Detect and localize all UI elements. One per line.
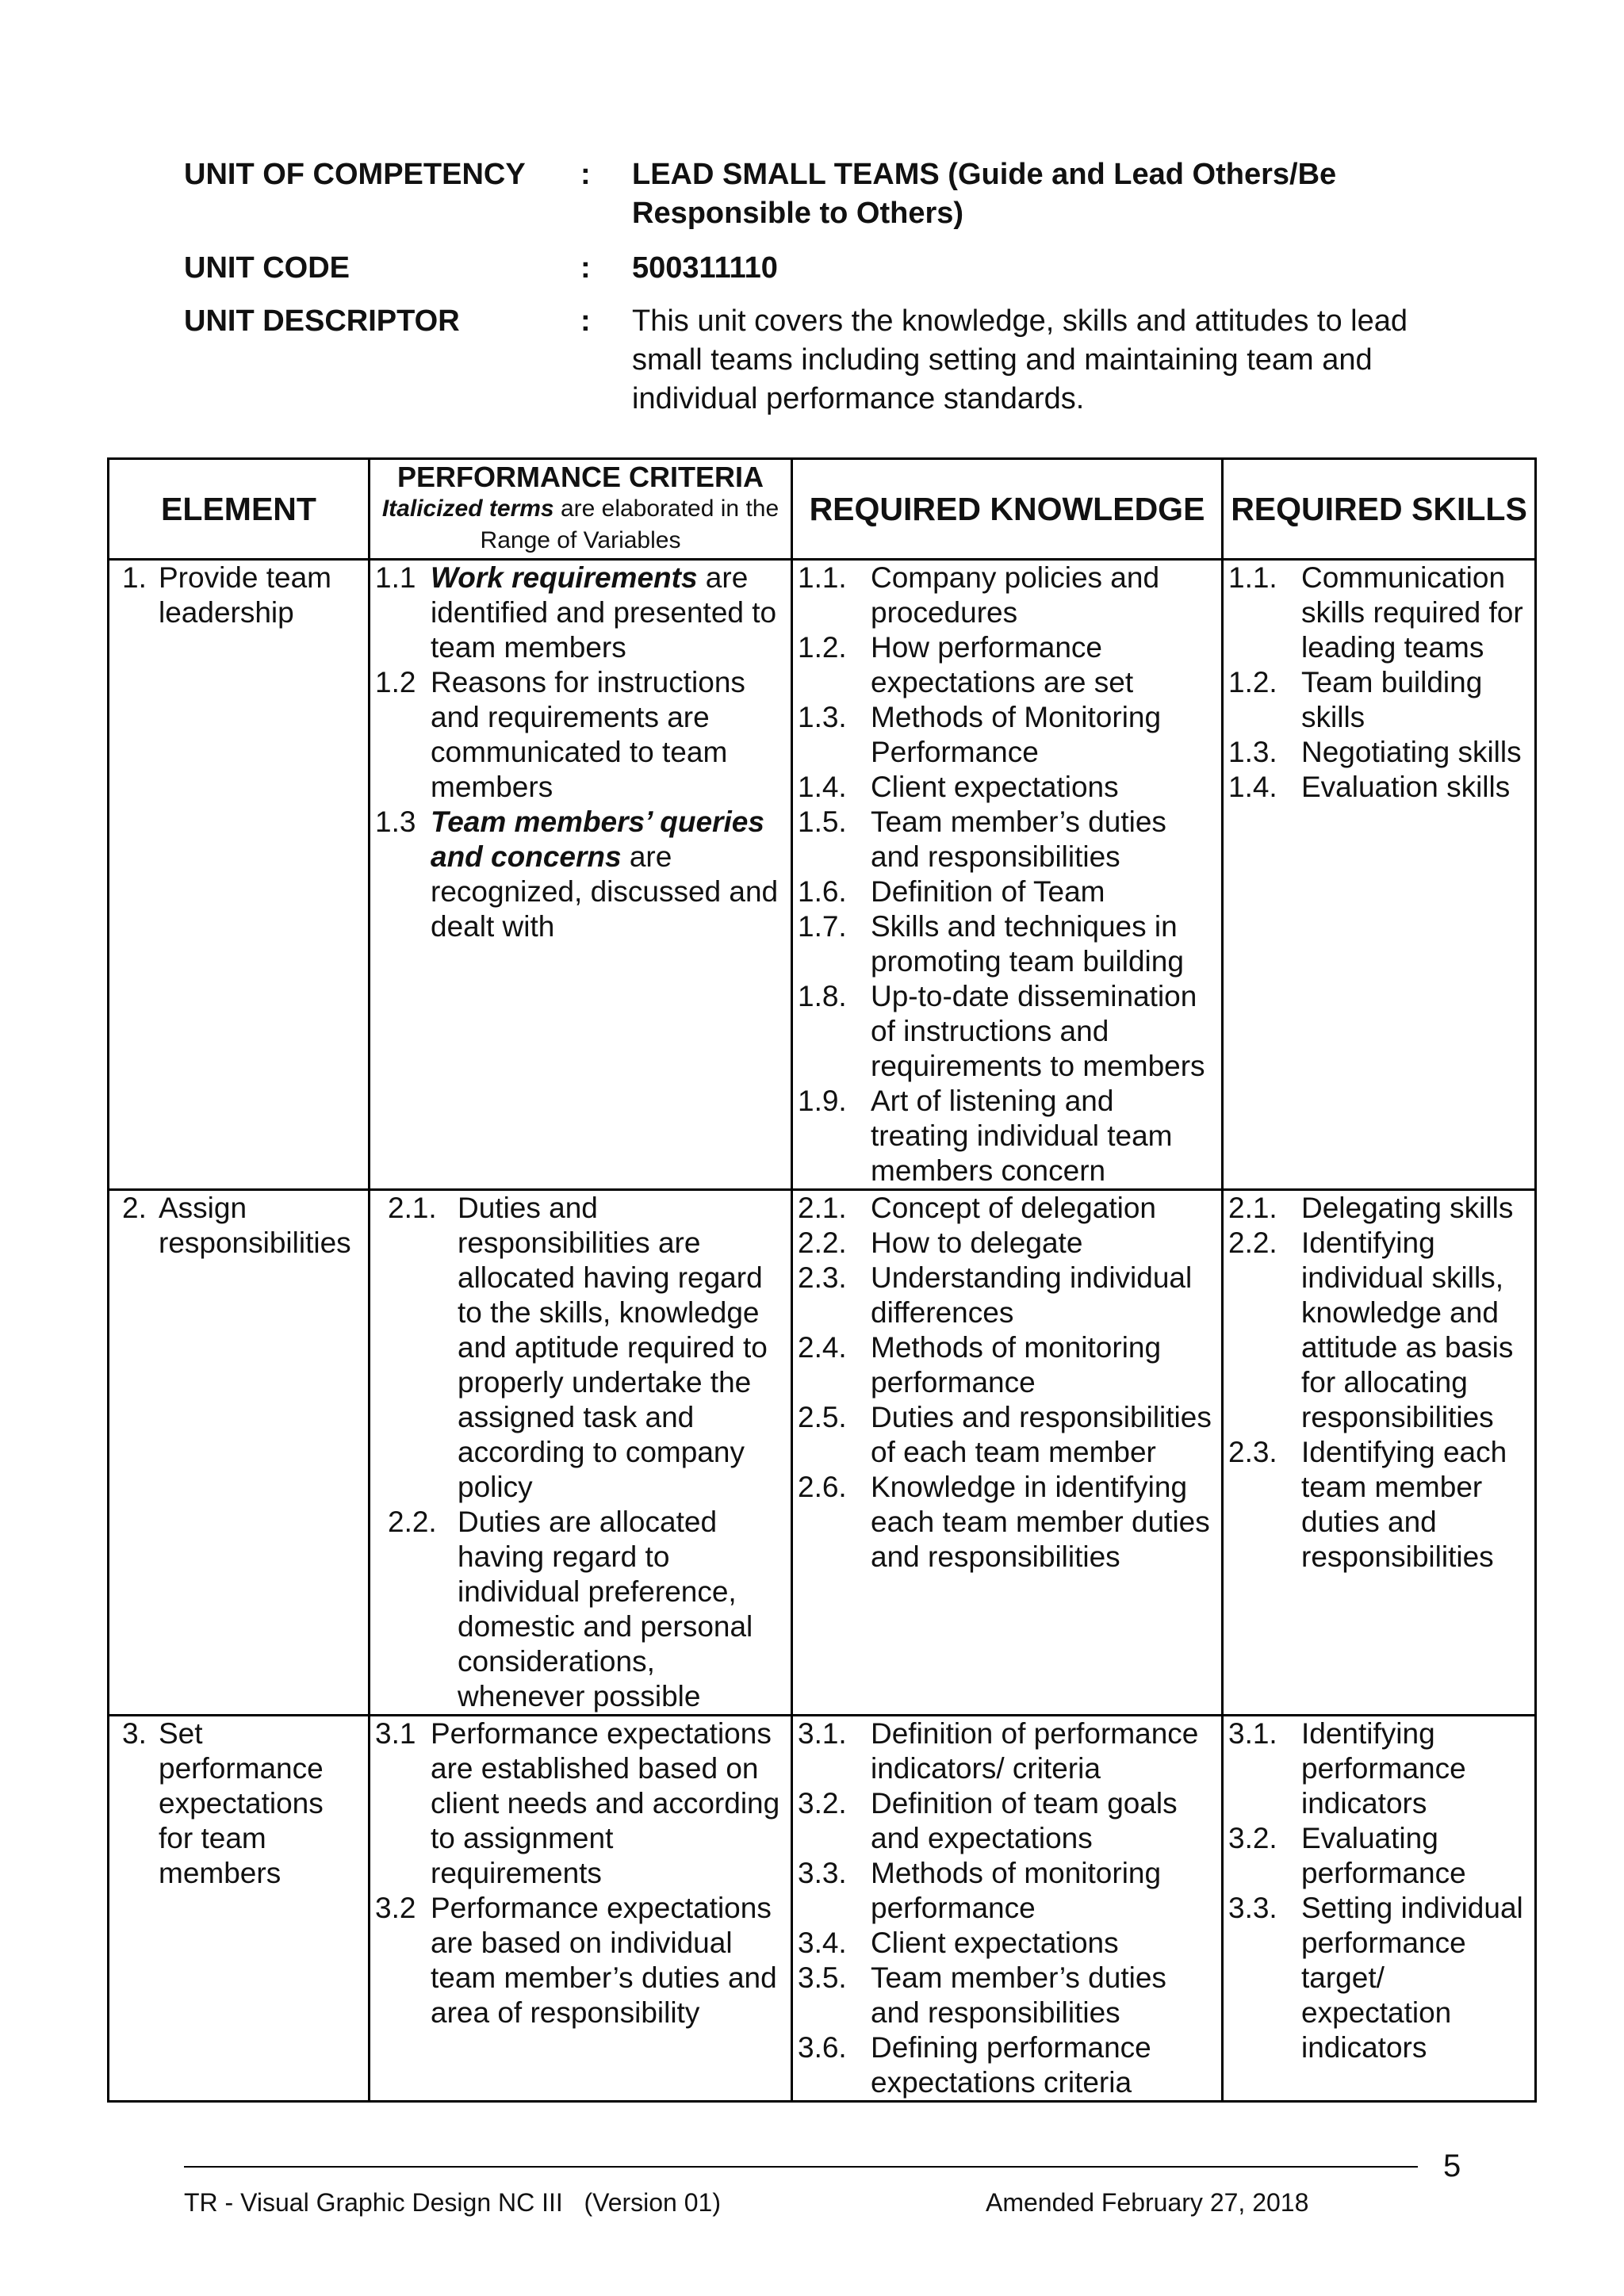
required-skills-cell [1223, 560, 1536, 1190]
knowledge-item-number: 3.1. [798, 1717, 847, 1750]
element-cell [109, 1716, 370, 2102]
criteria-rest: are identified and presented to team members [431, 561, 777, 664]
criteria-item [375, 1505, 786, 1714]
pc-note [375, 493, 786, 557]
knowledge-item [798, 2030, 1216, 2100]
skill-item-number: 3.1. [1228, 1717, 1277, 1750]
footer-right: Amended February 27, 2018 [986, 2188, 1309, 2217]
knowledge-item [798, 805, 1216, 874]
knowledge-item-text: Client expectations [871, 771, 1119, 803]
header-required-knowledge: REQUIRED KNOWLEDGE [792, 459, 1223, 560]
skill-item [1228, 735, 1530, 770]
knowledge-item-number: 1.9. [798, 1085, 847, 1117]
element-number: 3. [122, 1717, 147, 1750]
skill-item-text: Evaluating performance [1301, 1822, 1466, 1889]
knowledge-item-text: Methods of Monitoring Performance [871, 701, 1162, 768]
skill-item-text: Setting individual performance target/ expectation indicators [1301, 1892, 1523, 2064]
knowledge-item [798, 630, 1216, 700]
knowledge-item-number: 1.8. [798, 980, 847, 1012]
skill-item-number: 1.2. [1228, 666, 1277, 698]
criteria-number: 3.1 [375, 1717, 416, 1750]
knowledge-item-text: How performance expectations are set [871, 631, 1134, 698]
performance-criteria-cell [370, 1716, 792, 2102]
knowledge-item-number: 1.4. [798, 771, 847, 803]
knowledge-item [798, 1226, 1216, 1261]
skill-item-number: 2.1. [1228, 1192, 1277, 1224]
knowledge-item [798, 1470, 1216, 1575]
element-cell [109, 560, 370, 1190]
skill-item [1228, 561, 1530, 665]
element-cell [109, 1190, 370, 1716]
knowledge-item-text: Company policies and procedures [871, 561, 1160, 629]
skill-item-number: 2.2. [1228, 1226, 1277, 1259]
criteria-rest: Performance expectations are based on individual team member’s duties and area of responsibility [431, 1892, 777, 2029]
unit-label: UNIT OF COMPETENCY [184, 158, 526, 191]
criteria-number: 3.2 [375, 1892, 416, 1924]
skill-item-number: 1.4. [1228, 771, 1277, 803]
unit-of-competency [184, 155, 1469, 235]
criteria-text [458, 1191, 786, 1505]
knowledge-item-number: 3.4. [798, 1927, 847, 1959]
knowledge-item [798, 979, 1216, 1084]
colon: : [580, 251, 591, 285]
unit-value-line2: Responsible to Others) [632, 197, 964, 230]
unit-value [632, 155, 1473, 233]
element [114, 1716, 363, 1891]
skill-item-text: Communication skills required for leading teams [1301, 561, 1523, 664]
knowledge-item-text: Skills and techniques in promoting team building [871, 910, 1184, 978]
knowledge-item-number: 3.3. [798, 1857, 847, 1889]
skill-item-text: Evaluation skills [1301, 771, 1511, 803]
footer-left: TR - Visual Graphic Design NC III (Version 01) [184, 2188, 721, 2217]
page-number: 5 [1443, 2149, 1461, 2183]
pc-title: PERFORMANCE CRITERIA [396, 461, 764, 493]
criteria-item [375, 1891, 786, 2030]
knowledge-item [798, 909, 1216, 979]
knowledge-item-number: 3.6. [798, 2031, 847, 2064]
criteria-item [375, 1191, 786, 1505]
skill-item [1228, 770, 1530, 805]
knowledge-item-number: 2.4. [798, 1331, 847, 1364]
element-number: 1. [122, 561, 147, 594]
knowledge-item [798, 1716, 1216, 1786]
knowledge-item-number: 1.3. [798, 701, 847, 733]
knowledge-item [798, 1084, 1216, 1188]
element-number: 2. [122, 1192, 147, 1224]
knowledge-item [798, 1961, 1216, 2030]
knowledge-item-text: Definition of Team [871, 875, 1105, 908]
skill-item-text: Identifying individual skills, knowledge and attitude as basis for allocating responsibilities [1301, 1226, 1514, 1433]
code-label: UNIT CODE [184, 251, 350, 285]
criteria-item [375, 561, 786, 665]
criteria-number: 2.2. [388, 1506, 437, 1538]
criteria-number: 1.3 [375, 806, 416, 838]
table-header-row [109, 459, 1536, 560]
knowledge-item-number: 2.5. [798, 1401, 847, 1433]
skill-item-number: 2.3. [1228, 1436, 1277, 1468]
performance-criteria-cell [370, 1190, 792, 1716]
knowledge-item-text: Definition of performance indicators/ criteria [871, 1717, 1199, 1785]
table-row [109, 1716, 1536, 2102]
pc-note-italic: Italicized terms [381, 496, 554, 522]
knowledge-item-text: How to delegate [871, 1226, 1083, 1259]
knowledge-item [798, 700, 1216, 770]
knowledge-item-text: Team member’s duties and responsibilities [871, 806, 1166, 873]
knowledge-item [798, 1191, 1216, 1226]
knowledge-item-number: 1.5. [798, 806, 847, 838]
header-performance-criteria [370, 459, 792, 560]
required-skills-cell [1223, 1190, 1536, 1716]
knowledge-item-number: 2.6. [798, 1471, 847, 1503]
knowledge-item-text: Defining performance expectations criteria [871, 2031, 1151, 2099]
header-required-skills: REQUIRED SKILLS [1223, 459, 1536, 560]
required-knowledge-cell [792, 1716, 1223, 2102]
criteria-text [431, 1716, 786, 1891]
skill-item-text: Identifying performance indicators [1301, 1717, 1466, 1820]
knowledge-item-text: Methods of monitoring performance [871, 1331, 1162, 1399]
criteria-rest: Duties are allocated having regard to individual preference, domestic and personal considerations, whenever possible [458, 1506, 753, 1712]
knowledge-item-number: 2.3. [798, 1261, 847, 1294]
criteria-text [458, 1505, 786, 1714]
skill-item [1228, 1891, 1530, 2065]
skill-item [1228, 1191, 1530, 1226]
knowledge-item [798, 1261, 1216, 1330]
table-row [109, 560, 1536, 1190]
element-text: Provide team leadership [159, 561, 331, 629]
knowledge-item-text: Concept of delegation [871, 1192, 1156, 1224]
criteria-item [375, 665, 786, 805]
italicized-term: Work requirements [431, 561, 698, 594]
descriptor-value: This unit covers the knowledge, skills and attitudes to lead small teams including setting and maintaining team and individual performance standards. [632, 304, 1408, 415]
code-value: 500311110 [632, 251, 778, 285]
required-skills-cell [1223, 1716, 1536, 2102]
knowledge-item-text: Knowledge in identifying each team member duties and responsibilities [871, 1471, 1210, 1573]
skill-item [1228, 1716, 1530, 1821]
skill-item-number: 3.3. [1228, 1892, 1277, 1924]
criteria-item [375, 1716, 786, 1891]
colon: : [580, 158, 591, 191]
descriptor-label: UNIT DESCRIPTOR [184, 304, 460, 338]
knowledge-item [798, 561, 1216, 630]
knowledge-item-number: 1.1. [798, 561, 847, 594]
skill-item-number: 1.3. [1228, 736, 1277, 768]
criteria-text [431, 561, 786, 665]
knowledge-item [798, 1926, 1216, 1961]
skill-item [1228, 1435, 1530, 1575]
knowledge-item-text: Art of listening and treating individual team members concern [871, 1085, 1173, 1187]
element [114, 1191, 363, 1261]
criteria-rest: Duties and responsibilities are allocated having regard to the skills, knowledge and aptitude required to properly undertake the assigned task and according to company policy [458, 1192, 768, 1503]
skill-item-text: Team building skills [1301, 666, 1483, 733]
skill-item-text: Delegating skills [1301, 1192, 1514, 1224]
knowledge-item-number: 1.6. [798, 875, 847, 908]
required-knowledge-cell [792, 1190, 1223, 1716]
element-text: Set performance expectations for team members [159, 1717, 324, 1889]
performance-criteria-cell [370, 560, 792, 1190]
knowledge-item-number: 3.2. [798, 1787, 847, 1820]
competency-table [107, 457, 1537, 2103]
knowledge-item-number: 3.5. [798, 1961, 847, 1994]
skill-item [1228, 1226, 1530, 1435]
pc-note-rest: are elaborated in the Range of Variables [480, 496, 779, 553]
knowledge-item-number: 1.7. [798, 910, 847, 943]
criteria-item [375, 805, 786, 944]
skill-item [1228, 1821, 1530, 1891]
knowledge-item [798, 1786, 1216, 1856]
skill-item-text: Identifying each team member duties and responsibilities [1301, 1436, 1507, 1573]
italicized-term: Team members’ queries and concerns [431, 806, 764, 873]
header-element: ELEMENT [109, 459, 370, 560]
knowledge-item-text: Understanding individual differences [871, 1261, 1193, 1329]
criteria-rest: are recognized, discussed and dealt with [431, 840, 779, 943]
knowledge-item [798, 770, 1216, 805]
unit-code [184, 249, 1469, 289]
footer-rule [184, 2166, 1418, 2168]
knowledge-item [798, 1856, 1216, 1926]
skill-item-text: Negotiating skills [1301, 736, 1522, 768]
knowledge-item-text: Definition of team goals and expectations [871, 1787, 1178, 1854]
criteria-rest: Reasons for instructions and requirements are communicated to team members [431, 666, 745, 803]
table-row [109, 1190, 1536, 1716]
knowledge-item-text: Team member’s duties and responsibilities [871, 1961, 1166, 2029]
knowledge-item [798, 874, 1216, 909]
criteria-number: 1.1 [375, 561, 416, 594]
knowledge-item-text: Up-to-date dissemination of instructions and requirements to members [871, 980, 1205, 1082]
element [114, 561, 363, 630]
criteria-number: 1.2 [375, 666, 416, 698]
colon: : [580, 304, 591, 338]
skill-item-number: 1.1. [1228, 561, 1277, 594]
knowledge-item-text: Client expectations [871, 1927, 1119, 1959]
knowledge-item [798, 1330, 1216, 1400]
criteria-text [431, 1891, 786, 2030]
criteria-number: 2.1. [388, 1192, 437, 1224]
knowledge-item-text: Duties and responsibilities of each team member [871, 1401, 1212, 1468]
criteria-text [431, 665, 786, 805]
knowledge-item-text: Methods of monitoring performance [871, 1857, 1162, 1924]
element-text: Assign responsibilities [159, 1192, 351, 1259]
knowledge-item [798, 1400, 1216, 1470]
skill-item-number: 3.2. [1228, 1822, 1277, 1854]
knowledge-item-number: 2.1. [798, 1192, 847, 1224]
unit-value-line1: LEAD SMALL TEAMS (Guide and Lead Others/Be [632, 158, 1337, 191]
knowledge-item-number: 1.2. [798, 631, 847, 664]
unit-descriptor [184, 302, 1469, 421]
knowledge-item-number: 2.2. [798, 1226, 847, 1259]
criteria-text [431, 805, 786, 944]
skill-item [1228, 665, 1530, 735]
criteria-rest: Performance expectations are established based on client needs and according to assignment requirements [431, 1717, 780, 1889]
required-knowledge-cell [792, 560, 1223, 1190]
